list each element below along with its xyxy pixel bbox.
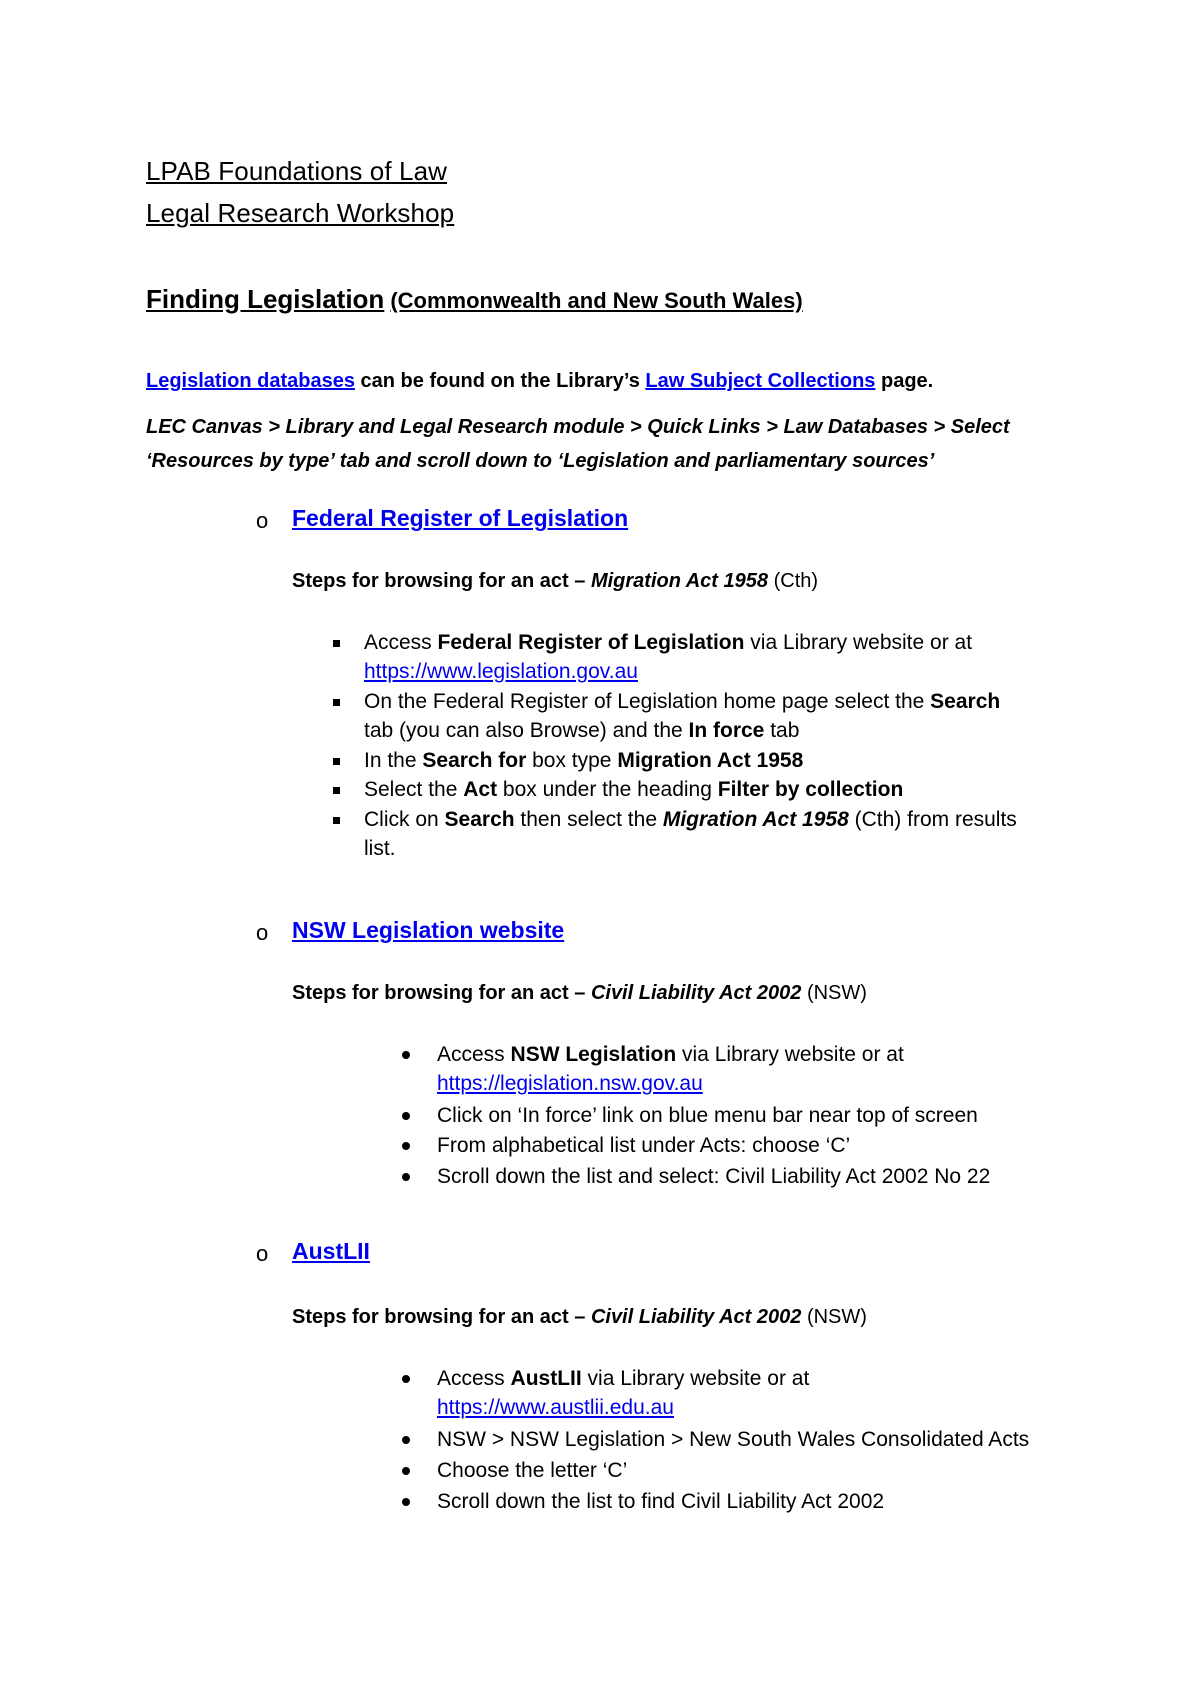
- square-bullet-icon: [333, 699, 340, 706]
- square-bullet-icon: [333, 758, 340, 765]
- nsw-steps-heading: Steps for browsing for an act – Civil Liability Act 2002 (NSW): [292, 982, 867, 1004]
- nsw-step-1: Access NSW Legislation via Library website or at: [437, 1043, 904, 1066]
- law-subject-collections-link[interactable]: Law Subject Collections: [645, 370, 876, 392]
- austlii-step-4: Scroll down the list to find Civil Liability Act 2002: [437, 1490, 885, 1513]
- nsw-step-2: Click on ‘In force’ link on blue menu bar near top of screen: [437, 1104, 978, 1127]
- federal-step-3: In the Search for box type Migration Act 1958: [364, 749, 804, 772]
- document-title-line2: Legal Research Workshop: [146, 198, 455, 228]
- legislation-databases-link[interactable]: Legislation databases: [146, 370, 355, 392]
- federal-register-link[interactable]: Federal Register of Legislation: [292, 505, 629, 531]
- nsw-legislation-link[interactable]: NSW Legislation website: [292, 917, 565, 943]
- square-bullet-icon: [333, 787, 340, 794]
- bullet-icon: [402, 1142, 410, 1150]
- bullet-icon: [402, 1173, 410, 1181]
- bullet-icon: [402, 1467, 410, 1475]
- square-bullet-icon: [333, 817, 340, 824]
- heading-sub: (Commonwealth and New South Wales): [390, 288, 803, 313]
- section-marker: o: [256, 920, 269, 945]
- navigation-path-line1: LEC Canvas > Library and Legal Research module > Quick Links > Law Databases > Select: [146, 416, 1010, 438]
- intro-paragraph: [146, 370, 933, 393]
- austlii-url-link[interactable]: https://www.austlii.edu.au: [437, 1396, 674, 1419]
- nsw-step-4: Scroll down the list and select: Civil Liability Act 2002 No 22: [437, 1165, 991, 1188]
- federal-register-url-link[interactable]: https://www.legislation.gov.au: [364, 660, 638, 683]
- austlii-steps-heading: Steps for browsing for an act – Civil Liability Act 2002 (NSW): [292, 1306, 867, 1328]
- federal-step-5: Click on Search then select the Migration Act 1958 (Cth) from results: [364, 808, 1017, 831]
- nsw-legislation-url-link[interactable]: https://legislation.nsw.gov.au: [437, 1072, 703, 1095]
- federal-step-2-cont: tab (you can also Browse) and the In force tab: [364, 719, 800, 742]
- bullet-icon: [402, 1375, 410, 1383]
- austlii-step-3: Choose the letter ‘C’: [437, 1459, 628, 1482]
- austlii-step-2: NSW > NSW Legislation > New South Wales Consolidated Acts: [437, 1428, 1030, 1451]
- intro-text-2: page.: [875, 370, 934, 392]
- steps-act-name: Migration Act 1958: [590, 570, 769, 592]
- federal-step-1: Access Federal Register of Legislation via Library website or at: [364, 631, 973, 654]
- federal-step-4: Select the Act box under the heading Filter by collection: [364, 778, 904, 801]
- section-heading: [146, 284, 803, 315]
- bullet-icon: [402, 1112, 410, 1120]
- federal-step-5-cont: list.: [364, 837, 396, 860]
- bullet-icon: [402, 1051, 410, 1059]
- navigation-path-line2: ‘Resources by type’ tab and scroll down to ‘Legislation and parliamentary sources’: [146, 450, 935, 472]
- federal-step-2: On the Federal Register of Legislation home page select the Search: [364, 690, 1001, 713]
- austlii-link[interactable]: AustLII: [292, 1238, 370, 1264]
- section-marker: o: [256, 508, 269, 533]
- document-title-line1: LPAB Foundations of Law: [146, 156, 448, 186]
- austlii-step-1: Access AustLII via Library website or at: [437, 1367, 810, 1390]
- intro-text-1: can be found on the Library’s: [354, 370, 646, 392]
- federal-steps-heading: [292, 570, 818, 593]
- steps-suffix: (Cth): [768, 570, 819, 592]
- nsw-step-3: From alphabetical list under Acts: choose ‘C’: [437, 1134, 851, 1157]
- bullet-icon: [402, 1436, 410, 1444]
- square-bullet-icon: [333, 640, 340, 647]
- steps-prefix: Steps for browsing for an act –: [292, 570, 591, 592]
- section-marker: o: [256, 1241, 269, 1266]
- heading-main: Finding Legislation: [146, 284, 385, 314]
- bullet-icon: [402, 1498, 410, 1506]
